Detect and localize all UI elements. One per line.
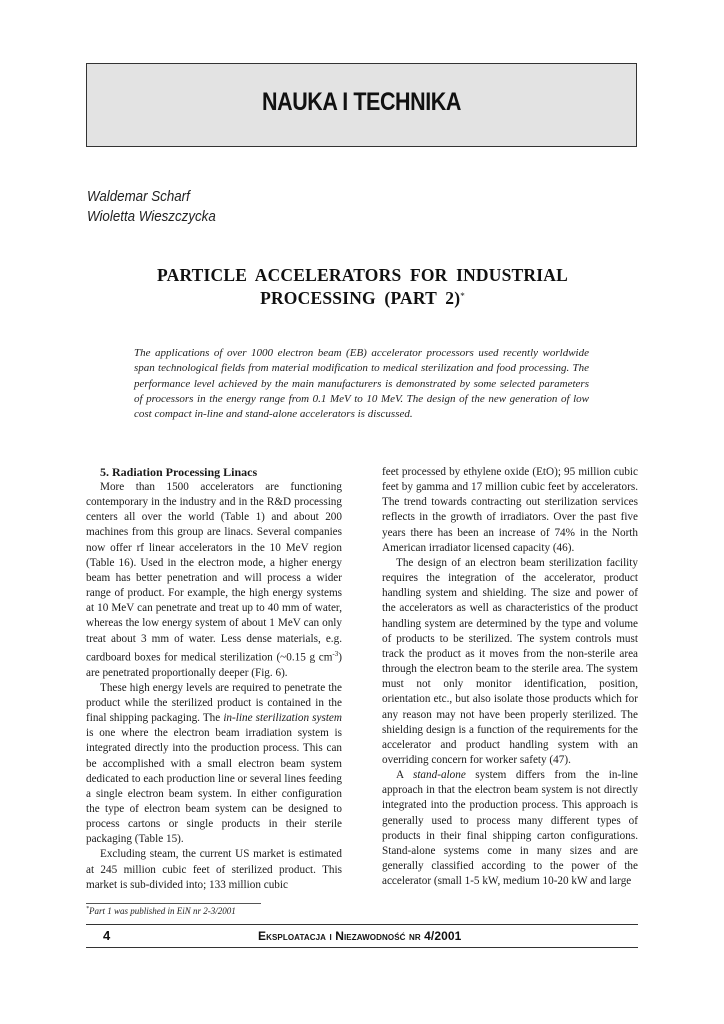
section-heading: 5. Radiation Processing Linacs (100, 465, 258, 479)
footer-rule (86, 947, 638, 948)
body-paragraph: feet processed by ethylene oxide (EtO); 95 million cubic feet by gamma and 17 million cubic feet by accelerators. The trend towards contracting out sterilization services reflects in the growth of irradiators. Over the past five years there has been an increase of 74% in the North American irradiator licensed capacity (46). (382, 466, 638, 554)
author-list (87, 187, 227, 227)
left-column (86, 465, 342, 893)
body-paragraph: Excluding steam, the current US market is estimated at 245 million cubic feet of sterilized product. This market is sub-divided into; 133 million cubic (86, 848, 342, 891)
body-paragraph (86, 681, 342, 848)
footer-rule (86, 924, 638, 925)
footnote-mark: * (86, 906, 89, 912)
page-number: 4 (103, 928, 111, 943)
section-banner (86, 63, 637, 147)
body-paragraph (382, 768, 638, 889)
footnote-text: Part 1 was published in EiN nr 2-3/2001 (89, 906, 236, 916)
paragraph-text: A (396, 769, 413, 782)
journal-name: Eksploatacja i Niezawodność nr 4/2001 (258, 929, 462, 943)
footnote-mark: * (460, 291, 465, 301)
paper-title (86, 264, 639, 310)
footnote-divider (86, 903, 261, 904)
paragraph-text: is one where the electron beam irradiation system is integrated directly into the production process. This can be accomplished with a small electron beam system dedicated to each production line or several lines feeding a single electron beam system. In either configuration the type of electron beam system can be designed to process cartons or single products in their sterile packaging (Table 15). (86, 727, 342, 846)
section-banner-title: NAUKA I TECHNIKA (262, 88, 461, 116)
abstract: The applications of over 1000 electron beam (EB) accelerator processors used recently worldwide span technological fields from material modification to medical sterilization and food processing. The performance level achieved by the main manufacturers is demonstrated by some selected parameters of processors in the energy range from 0.1 MeV to 10 MeV. The design of the new generation of low cost compact in-line and stand-alone accelerators is discussed. (134, 347, 589, 421)
footnote (86, 906, 236, 916)
author-name: Waldemar Scharf (87, 189, 190, 205)
superscript: -3 (332, 649, 339, 658)
paper-title-line-2 (86, 287, 639, 310)
paragraph-text: ) are penetrated proportionally deeper (Fig. 6). (86, 651, 342, 679)
paragraph-text: More than 1500 accelerators are functioning contemporary in the industry and in the R&D processing centers all over the world (Table 1) and about 200 machines from this group are linacs. Several companies now offer rf linear accelerators in the 10 MeV region (Table 16). Used in the electron mode, a higher energy beam has better penetration and will process a wider range of product. For example, the high energy systems at 10 MeV can penetrate and treat up to 40 mm of water, whereas the low energy system of about 1 MeV can only treat about 3 mm of water. Less dense materials, e.g. cardboard boxes for medical sterilization (~0.15 g cm (86, 481, 342, 664)
paragraph-text: These high energy levels are required to penetrate the product while the sterilized product is contained in the final shipping packaging. The (86, 681, 342, 725)
paper-title-line: PARTICLE ACCELERATORS FOR INDUSTRIAL (157, 265, 568, 285)
author-name: Wioletta Wieszczycka (87, 209, 216, 225)
body-paragraph (86, 480, 342, 681)
paper-title-text: PROCESSING (PART 2) (260, 288, 461, 308)
right-column (382, 465, 638, 889)
body-paragraph: The design of an electron beam sterilization facility requires the integration of the accelerator, product handling system and shielding. The size and power of the accelerators as well as characteristics of the product handling system are determined by the type and volume of products to be sterilized. The system controls must track the product as it moves from the non-sterile area through the electron beam to the sterile area. The system must not only monitor identification, position, orientation etc., but also isolate those products which for any reason may not have been properly sterilized. The shielding design is a function of the requirements for the accelerator and product handling system with an overriding concern for worker safety (47). (382, 556, 638, 766)
emphasis-text: stand-alone (412, 769, 466, 782)
emphasis-text: in-line sterilization system (223, 712, 342, 725)
paragraph-text: system differs from the in-line approach in that the electron beam system is not directly integrated into the production process. This approach is generally used to process many different types of products in their final shipping carton configurations. Stand-alone systems come in many sizes and are generally classified according to the power of the accelerator (small 1-5 kW, medium 10-20 kW and large (382, 769, 638, 888)
